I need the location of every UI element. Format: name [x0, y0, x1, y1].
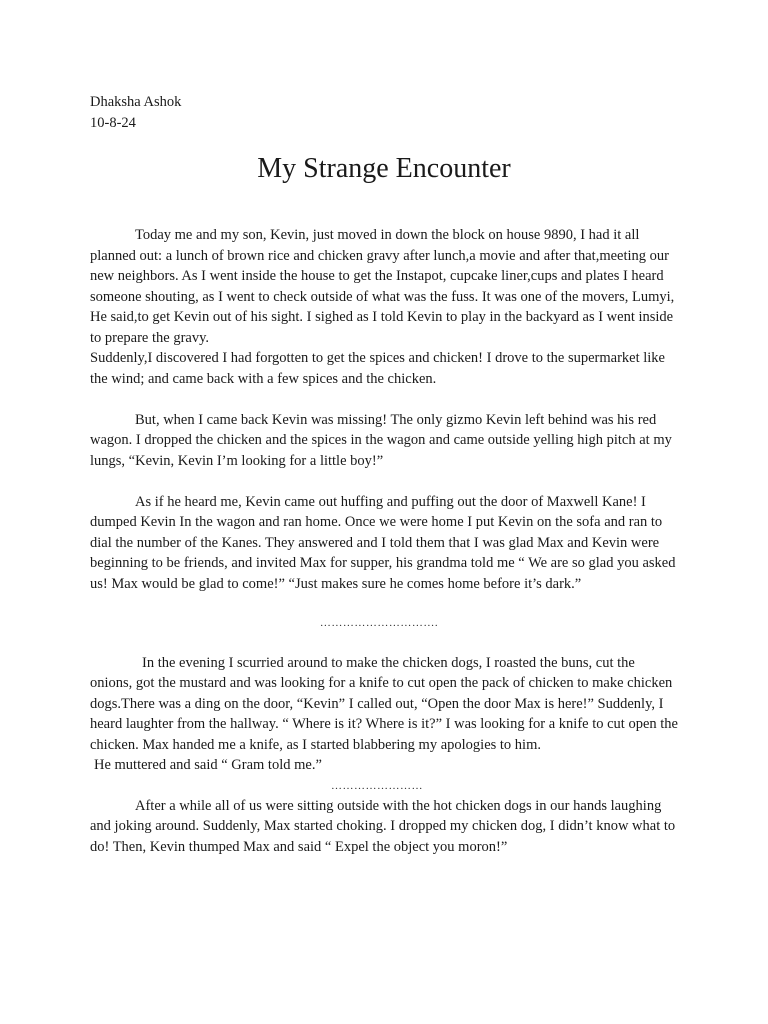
story-title: My Strange Encounter [257, 153, 511, 184]
paragraph-4: As if he heard me, Kevin came out huffing and puffing out the door of Maxwell Kane! I dumped Kevin In the wagon and ran home. Once we were home I put Kevin on the sofa and ran to dial the number of the Kanes. They answered and I told them that I was glad Max and Kevin were beginning to be friends, and invited Max for supper, his grandma told me “ We are so glad you asked us! Max would be glad to come!” “Just makes sure he comes home before it’s dark.” [90, 493, 676, 592]
paragraph-2: Suddenly,I discovered I had forgotten to get the spices and chicken! I drove to the supermarket like the wind; and came back with a few spices and the chicken. [90, 350, 665, 387]
paragraph-7: After a while all of us were sitting outside with the hot chicken dogs in our hands laughing and joking around. Suddenly, Max started choking. I dropped my chicken dog, I didn’t know what to do! Then, Kevin thumped Max and said “ Expel the object you moron!” [90, 797, 676, 855]
document-date: 10-8-24 [90, 114, 136, 131]
paragraph-gap [90, 471, 680, 492]
section-separator-1: …………………………. [319, 617, 439, 629]
paragraph-3: But, when I came back Kevin was missing! The only gizmo Kevin left behind was his red wagon. I dropped the chicken and the spices in the wagon and came outside yelling high pitch at my lungs, “Kevin, Kevin I’m looking for a little boy!” [90, 411, 672, 469]
paragraph-5: In the evening I scurried around to make the chicken dogs, I roasted the buns, cut the onions, got the mustard and was looking for a knife to cut open the pack of chicken to make chicken dogs.There was a ding on the door, “Kevin” I called out, “Open the door Max is here!” Suddenly, I heard laughter from the hallway. “ Where is it? Where is it?” I was looking for a knife to cut open the chicken. Max handed me a knife, as I started blabbering my apologies to him. [90, 654, 678, 753]
story-body [90, 225, 680, 857]
paragraph-6: He muttered and said “ Gram told me.” [94, 757, 322, 773]
paragraph-gap [90, 389, 680, 410]
section-separator-2: …………………… [331, 779, 423, 792]
document-page [90, 92, 680, 857]
author-name: Dhaksha Ashok [90, 94, 182, 110]
paragraph-1: Today me and my son, Kevin, just moved in down the block on house 9890, I had it all planned out: a lunch of brown rice and chicken gravy after lunch,a movie and after that,meeting our new neighbors. As I went inside the house to get the Instapot, cupcake liner,cups and plates I heard someone shouting, as I went to check outside of what was the fuss. It was one of the movers, Lumyi, He said,to get Kevin out of his sight. I sighed as I told Kevin to play in the backyard as I went inside to prepare the gravy. [90, 227, 675, 346]
